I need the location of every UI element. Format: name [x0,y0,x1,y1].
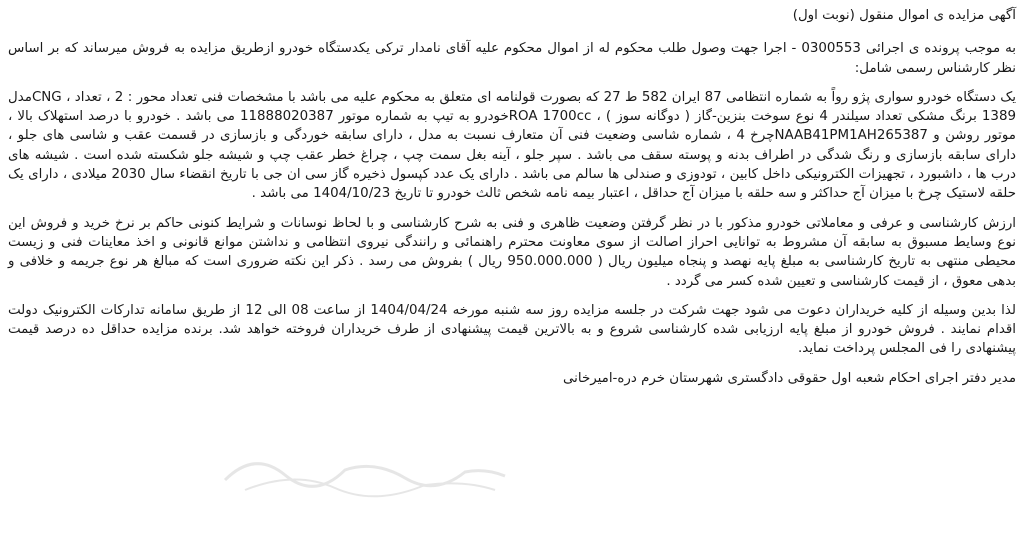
notice-title: آگهی مزایده ی اموال منقول (نوبت اول) [792,8,1016,23]
auction-notice [8,6,1016,554]
signature-line: مدیر دفتر اجرای احکام شعبه اول حقوقی دادگستری شهرستان خرم دره-امیرخانی [562,370,1016,386]
invitation-paragraph: لذا بدین وسیله از کلیه خریداران دعوت می شود جهت شرکت در جلسه مزایده روز سه شنبه مورخه 1404/04/24 از ساعت 08 الی 12 از طریق سامانه تدارکات الکترونیک دولت اقدام نمایند . فروش خودرو از مبلغ پایه ارزیابی شده کارشناسی شروع و به بالاترین قیمت پیشنهادی از طرف خریداران فروخته خواهد شد. برنده مزایده حداقل ده درصد قیمت پیشنهادی را فی المجلس پرداخت نماید. [8,302,1017,357]
valuation-paragraph: ارزش کارشناسی و عرفی و معاملاتی خودرو مذکور با در نظر گرفتن وضعیت ظاهری و فنی به شرح کارشناسی و با لحاظ نوسانات و شرایط کنونی حاکم بر نرخ خرید و فروش این نوع وسایط مسبوق به سابقه آن مشروط به توانایی احراز اصالت از سوی معاونت محترم راهنمائی و رانندگی نیروی انتظامی و نداشتن موانع قانونی و اخذ معاینات فنی و زیست محیطی منتهی به تاریخ کارشناسی به مبلغ پایه نهصد و پنجاه میلیون ریال ( 950.000.000 ریال ) بفروش می رسد . ذکر این نکته ضروری است که مبالغ هر نوع جریمه و خلافی و بدهی معوق ، از قیمت کارشناسی و تعیین شده کسر می گردد . [8,215,1016,289]
vehicle-specs-paragraph: یک دستگاه خودرو سواری پژو رواً به شماره انتظامی 87 ایران 582 ط 27 که بصورت قولنامه ای متعلق به محکوم علیه می باشد با مشخصات فنی تعداد محور : 2 ، تعداد ، CNGمدل 1389 برنگ مشکی تعداد سیلندر 4 نوع سوخت بنزین-گاز ( دوگانه سوز ) ، ROA 1700ccخودرو به تیپ به شماره موتور 11888020387 می باشد . خودرو با درصد استهلاک بالا ، موتور روشن و NAAB41PM1AH265387چرخ 4 ، شماره شاسی وضعیت فنی آن متعارف نسبت به مدل ، دارای سابقه خوردگی و بازسازی در قسمت عقب و شاسی های جلو ، دارای سابقه بازسازی و رنگ شدگی در اطراف بدنه و پوسته سقف می باشد . سپر جلو ، آینه بغل سمت چپ ، چراغ خطر عقب چپ و شیشه جلو شکسته شده است . شیشه های درب ها ، داشبورد ، تجهیزات الکترونیکی داخل کابین ، تودوزی و صندلی ها سالم می باشد . دارای یک عدد کپسول ذخیره گاز سی ان جی با تاریخ انقضاء سال 2030 میلادی ، دارای یک حلقه لاستیک چرخ با میزان آج حداکثر و سه حلقه با میزان آج حداقل ، اعتبار بیمه نامه شخص ثالث خودرو تا تاریخ 1404/10/23 می باشد . [8,89,1017,202]
intro-paragraph: به موجب پرونده ی اجرائی 0300553 - اجرا جهت وصول طلب محکوم له از اموال محکوم علیه آقای نامدار ترکی یکدستگاه خودرو ازطریق مزایده به فروش میرساند که بر اساس نظر کارشناس رسمی شامل: [8,41,1016,76]
